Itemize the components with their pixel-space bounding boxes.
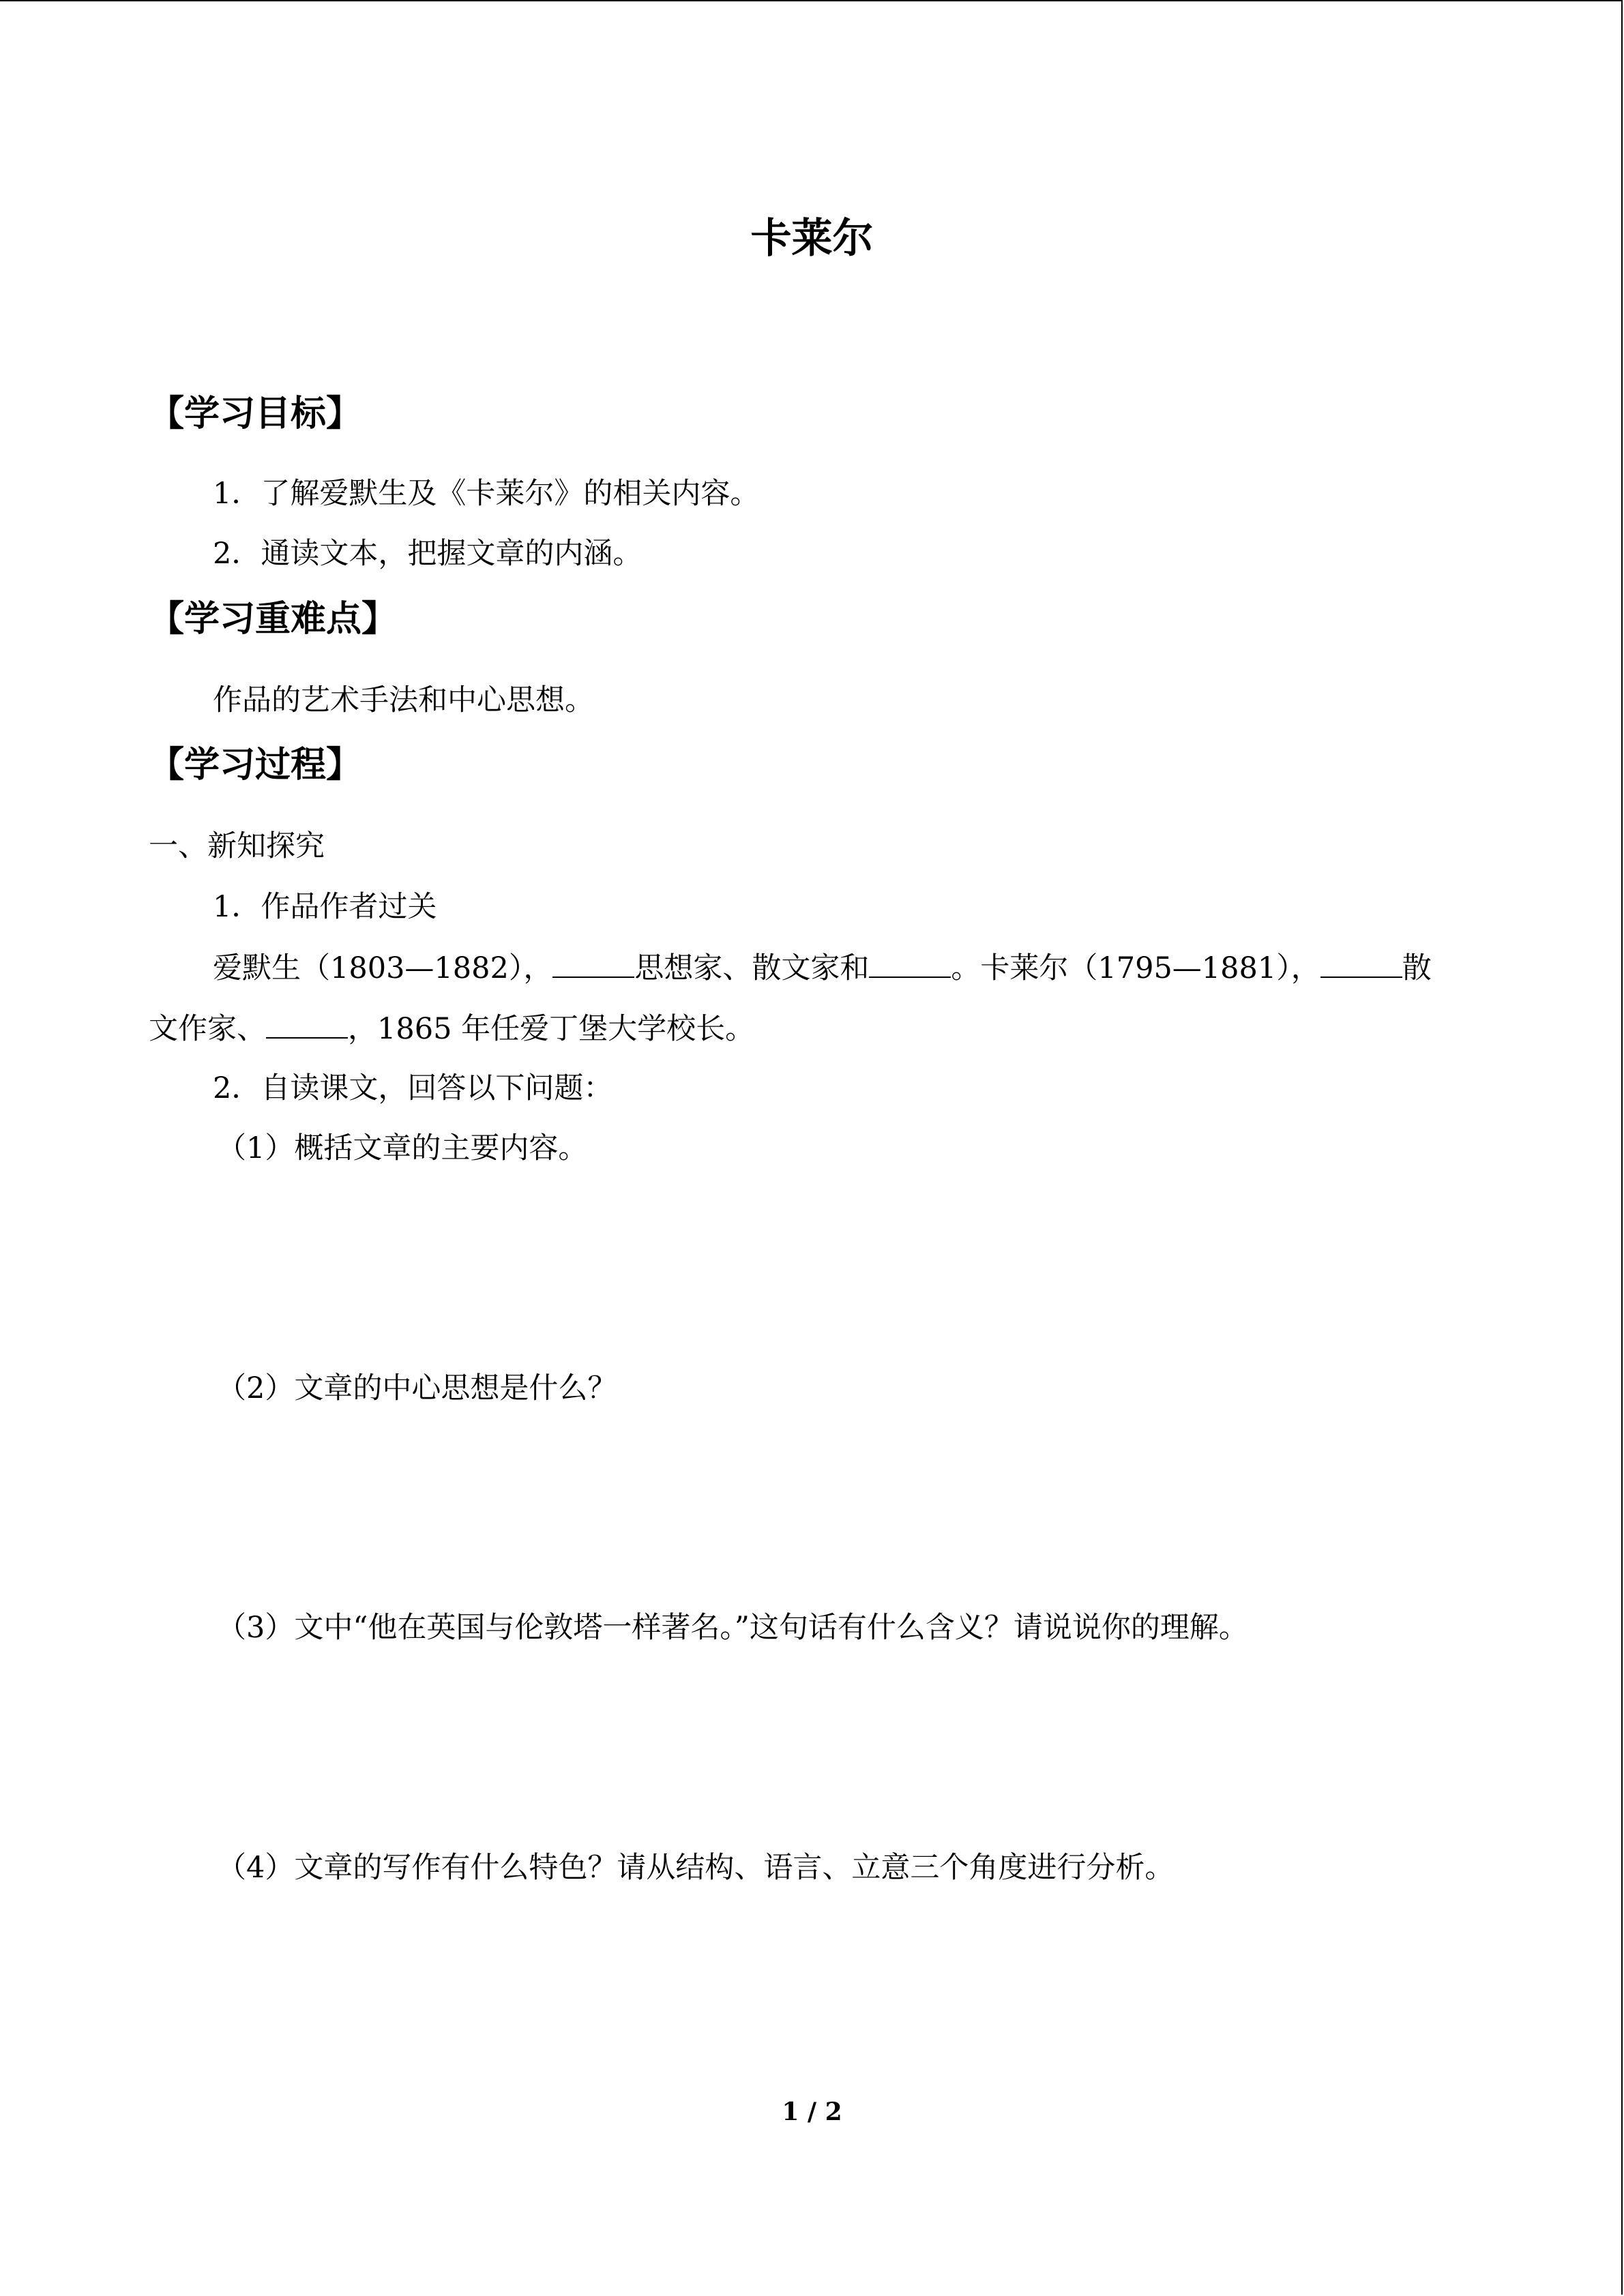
- fill-in-text: 散: [1402, 951, 1432, 985]
- fill-in-line-2: [149, 1009, 754, 1049]
- fill-in-line-1: [213, 948, 1432, 989]
- fill-in-blank[interactable]: [266, 1010, 348, 1039]
- objective-item-1: 1．了解爱默生及《卡莱尔》的相关内容。: [213, 477, 760, 511]
- document-title: 卡莱尔: [750, 215, 874, 263]
- fill-in-text: 。卡莱尔（1795—1881），: [951, 951, 1320, 985]
- fill-in-text: 思想家、散文家和: [634, 951, 870, 985]
- part1-title: 一、新知探究: [149, 829, 325, 863]
- question-2-title: 2．自读课文，回答以下问题：: [213, 1071, 613, 1105]
- sub-question-3: （3）文中“他在英国与伦敦塔一样著名。”这句话有什么含义？请说说你的理解。: [217, 1611, 1248, 1645]
- fill-in-blank[interactable]: [869, 949, 951, 978]
- key-points-text: 作品的艺术手法和中心思想。: [213, 683, 594, 717]
- fill-in-text: 爱默生（1803—1882），: [213, 951, 553, 985]
- sub-question-4: （4）文章的写作有什么特色？请从结构、语言、立意三个角度进行分析。: [217, 1851, 1175, 1885]
- fill-in-text: 文作家、: [149, 1012, 266, 1046]
- sub-question-1: （1）概括文章的主要内容。: [217, 1131, 588, 1165]
- sub-question-2: （2）文章的中心思想是什么？: [217, 1371, 617, 1405]
- objective-item-2: 2．通读文本，把握文章的内涵。: [213, 537, 643, 571]
- question-1-title: 1．作品作者过关: [213, 890, 437, 924]
- page-number: 1 / 2: [782, 2098, 842, 2126]
- fill-in-blank[interactable]: [1320, 949, 1402, 978]
- section-heading-key-points: 【学习重难点】: [149, 599, 398, 640]
- section-heading-objectives: 【学习目标】: [149, 393, 362, 434]
- fill-in-text: ，1865 年任爱丁堡大学校长。: [348, 1012, 755, 1046]
- fill-in-blank[interactable]: [552, 949, 634, 978]
- section-heading-process: 【学习过程】: [149, 745, 362, 786]
